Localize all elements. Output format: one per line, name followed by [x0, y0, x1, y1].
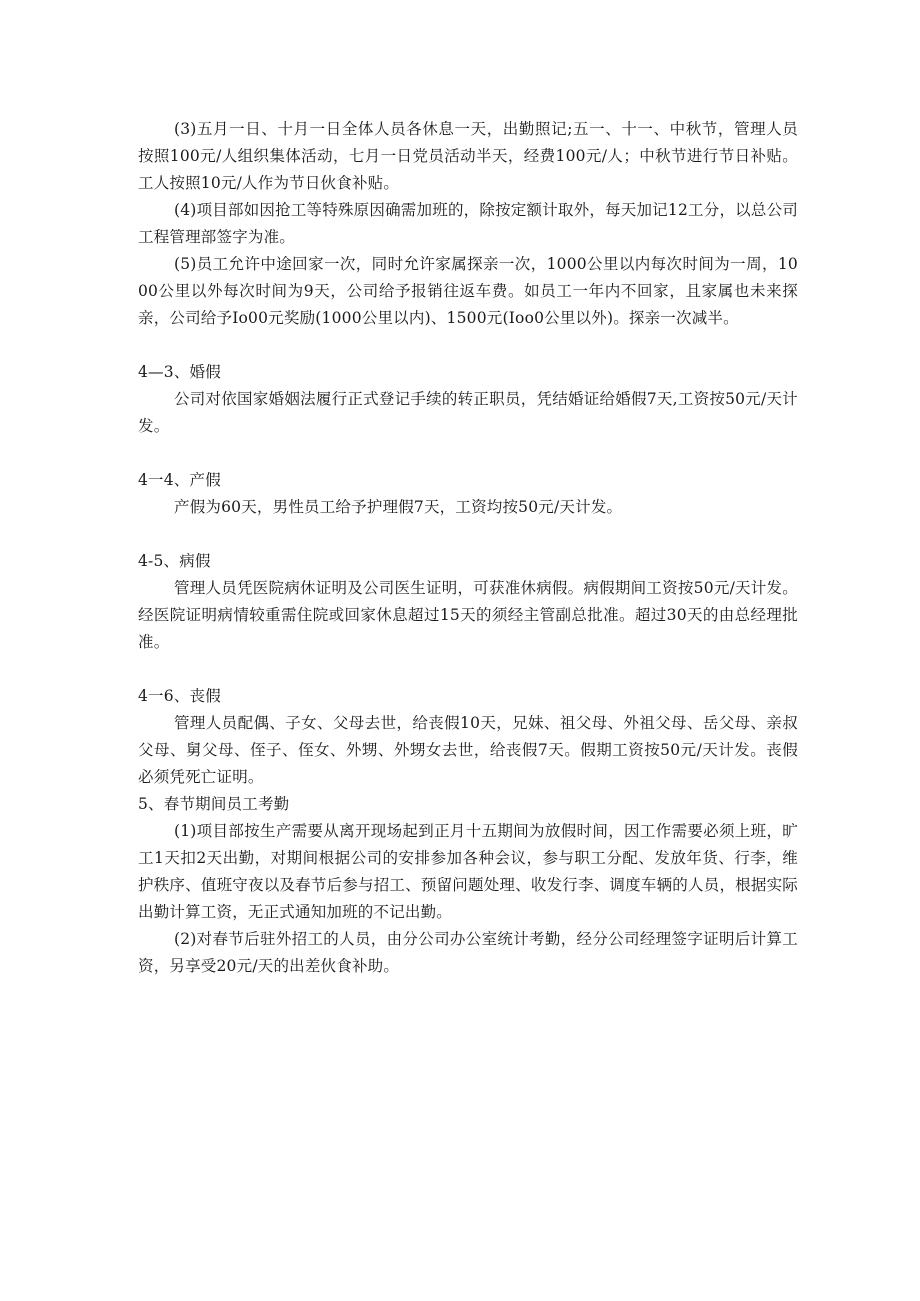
heading-maternity-leave: 4一4、产假 — [138, 471, 221, 489]
heading-spring-festival: 5、春节期间员工考勤 — [138, 795, 290, 813]
spacer — [138, 440, 798, 467]
document-body — [138, 116, 798, 980]
paragraph-spring-festival-2: (2)对春节后驻外招工的人员，由分公司办公室统计考勤，经分公司经理签字证明后计算工资，另享受20元/天的出差伙食补助。 — [138, 930, 798, 975]
spacer — [138, 521, 798, 548]
spacer — [138, 332, 798, 359]
heading-sick-leave: 4-5、病假 — [138, 552, 211, 570]
paragraph-home-visit: (5)员工允许中途回家一次，同时允许家属探亲一次，1000公里以内每次时间为一周，1000公里以外每次时间为9天，公司给予报销往返车费。如员工一年内不回家，且家属也未来探亲，公司给予Io00元奖励(1000公里以内)、1500元(Ioo0公里以外)。探亲一次减半。 — [138, 255, 798, 327]
heading-marriage-leave: 4—3、婚假 — [138, 363, 221, 381]
paragraph-sick-leave: 管理人员凭医院病休证明及公司医生证明，可获准休病假。病假期间工资按50元/天计发。经医院证明病情较重需住院或回家休息超过15天的须经主管副总批准。超过30天的由总经理批准。 — [138, 579, 798, 651]
spacer — [138, 656, 798, 683]
paragraph-marriage-leave: 公司对依国家婚姻法履行正式登记手续的转正职员，凭结婚证给婚假7天,工资按50元/天计发。 — [138, 390, 798, 435]
heading-bereavement-leave: 4一6、丧假 — [138, 687, 221, 705]
paragraph-overtime: (4)项目部如因抢工等特殊原因确需加班的，除按定额计取外，每天加记12工分，以总公司工程管理部签字为准。 — [138, 201, 798, 246]
paragraph-spring-festival-1: (1)项目部按生产需要从离开现场起到正月十五期间为放假时间，因工作需要必须上班，旷工1天扣2天出勤，对期间根据公司的安排参加各种会议，参与职工分配、发放年货、行李，维护秩序、值班守夜以及春节后参与招工、预留问题处理、收发行李、调度车辆的人员，根据实际出勤计算工资，无正式通知加班的不记出勤。 — [138, 822, 798, 921]
paragraph-bereavement-leave: 管理人员配偶、子女、父母去世，给丧假10天，兄妹、祖父母、外祖父母、岳父母、亲叔父母、舅父母、侄子、侄女、外甥、外甥女去世，给丧假7天。假期工资按50元/天计发。丧假必须凭死亡证明。 — [138, 714, 798, 786]
paragraph-holiday-may-oct: (3)五月一日、十月一日全体人员各休息一天，出勤照记;五一、十一、中秋节，管理人员按照100元/人组织集体活动，七月一日党员活动半天，经费100元/人；中秋节进行节日补贴。工人按照10元/人作为节日伙食补贴。 — [138, 120, 798, 192]
paragraph-maternity-leave: 产假为60天，男性员工给予护理假7天，工资均按50元/天计发。 — [174, 498, 623, 516]
